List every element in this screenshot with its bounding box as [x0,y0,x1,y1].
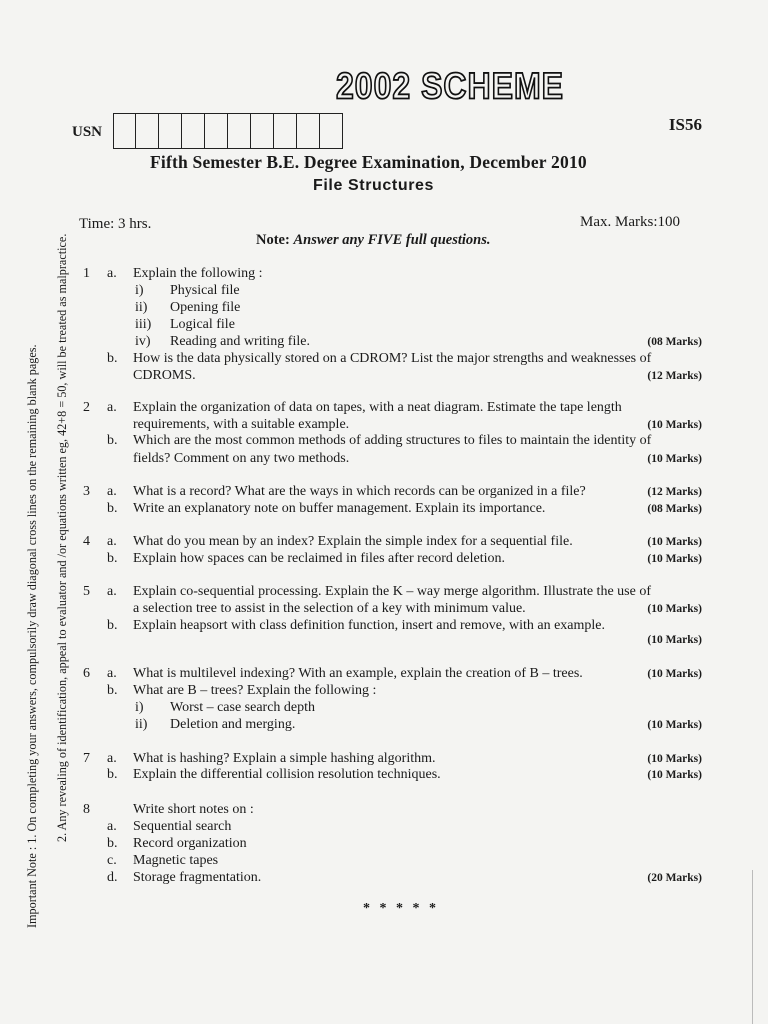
part-label: a. [107,266,117,281]
question-text: Sequential search [133,819,232,834]
usn-digit-box[interactable] [136,113,159,149]
question-line [0,351,768,368]
part-label: b. [107,351,118,366]
question-line [0,451,768,468]
usn-boxes [113,113,343,149]
marks-allotted: (10 Marks) [647,536,702,548]
question-number: 6 [83,666,90,681]
sub-item-text: Physical file [170,283,240,298]
question-text: Explain how spaces can be reclaimed in files after record deletion. [133,551,506,566]
question-line [0,767,768,784]
question-line [0,700,768,717]
usn-digit-box[interactable] [228,113,251,149]
exam-duration: Time: 3 hrs. [79,216,152,232]
question-line [0,433,768,450]
question-line [0,717,768,734]
question-line [0,417,768,434]
marks-allotted: (10 Marks) [647,753,702,765]
marks-allotted: (10 Marks) [647,719,702,731]
marks-allotted: (10 Marks) [647,634,702,646]
question-text: Explain heapsort with class definition function, insert and remove, with an example. [133,618,605,633]
question-line [0,584,768,601]
sub-item-label: iv) [135,334,151,349]
marks-allotted: (08 Marks) [647,336,702,348]
part-label: b. [107,551,118,566]
scan-edge-line [752,870,753,1024]
part-label: a. [107,534,117,549]
question-text: Record organization [133,836,247,851]
question-text: Explain the following : [133,266,263,281]
question-text: Write short notes on : [133,802,254,817]
usn-digit-box[interactable] [251,113,274,149]
marks-allotted: (08 Marks) [647,503,702,515]
part-label: d. [107,870,118,885]
usn-digit-box[interactable] [113,113,136,149]
question-text: What are B – trees? Explain the following : [133,683,377,698]
part-label: b. [107,836,118,851]
question-text: Magnetic tapes [133,853,219,868]
marks-allotted: (12 Marks) [647,486,702,498]
question-number: 5 [83,584,90,599]
max-marks: Max. Marks:100 [580,214,680,230]
question-text: What is hashing? Explain a simple hashing algorithm. [133,751,436,766]
question-line [0,266,768,283]
usn-digit-box[interactable] [320,113,343,149]
marks-allotted: (10 Marks) [647,769,702,781]
usn-digit-box[interactable] [297,113,320,149]
part-label: b. [107,767,118,782]
question-line [0,751,768,768]
question-line [0,484,768,501]
question-text: a selection tree to assist in the selection of a key with minimum value. [133,601,526,616]
marks-allotted: (20 Marks) [647,872,702,884]
question-number: 3 [83,484,90,499]
question-number: 1 [83,266,90,281]
sub-item-label: ii) [135,300,148,315]
part-label: a. [107,751,117,766]
question-line [0,853,768,870]
usn-digit-box[interactable] [274,113,297,149]
part-label: b. [107,683,118,698]
instructions-note [256,232,490,249]
question-number: 2 [83,400,90,415]
question-line [0,534,768,551]
note-text: Answer any FIVE full questions. [293,232,491,248]
exam-title: Fifth Semester B.E. Degree Examination, December 2010 [150,152,587,172]
sub-item-text: Logical file [170,317,235,332]
important-note-1: Important Note : 1. On completing your answers, compulsorily draw diagonal cross lines on the remaining blank pages. [25,344,39,928]
question-line [0,300,768,317]
question-text: What do you mean by an index? Explain the simple index for a sequential file. [133,534,573,549]
note-label: Note: [256,232,290,248]
question-line [0,632,768,649]
question-text: Explain the organization of data on tapes, with a neat diagram. Estimate the tape length [133,400,622,415]
end-marker: * * * * * [363,901,439,916]
question-text: requirements, with a suitable example. [133,417,350,432]
important-note-2: 2. Any revealing of identification, appeal to evaluator and /or equations written eg, 42+8 = 50, will be treated as malpractice. [55,233,69,842]
question-text: Storage fragmentation. [133,870,262,885]
usn-digit-box[interactable] [182,113,205,149]
question-line [0,368,768,385]
question-text: Explain co-sequential processing. Explain the K – way merge algorithm. Illustrate the use of [133,584,651,599]
question-line [0,501,768,518]
question-number: 7 [83,751,90,766]
part-label: b. [107,501,118,516]
usn-label: USN [72,124,103,140]
question-line [0,683,768,700]
question-line [0,317,768,334]
sub-item-text: Deletion and merging. [170,717,296,732]
question-line [0,334,768,351]
marks-allotted: (10 Marks) [647,603,702,615]
part-label: c. [107,853,117,868]
paper-code: IS56 [668,115,702,134]
marks-allotted: (10 Marks) [647,668,702,680]
usn-digit-box[interactable] [159,113,182,149]
sub-item-text: Opening file [170,300,241,315]
question-line [0,551,768,568]
question-text: What is a record? What are the ways in which records can be organized in a file? [133,484,586,499]
question-line [0,601,768,618]
marks-allotted: (12 Marks) [647,370,702,382]
marks-allotted: (10 Marks) [647,419,702,431]
sub-item-label: i) [135,700,144,715]
question-text: fields? Comment on any two methods. [133,451,350,466]
part-label: b. [107,618,118,633]
part-label: a. [107,484,117,499]
question-number: 4 [83,534,90,549]
subject-title: File Structures [313,177,435,194]
part-label: a. [107,400,117,415]
question-line [0,400,768,417]
question-line [0,836,768,853]
usn-digit-box[interactable] [205,113,228,149]
question-line [0,819,768,836]
question-line [0,870,768,887]
sub-item-label: iii) [135,317,152,332]
marks-allotted: (10 Marks) [647,553,702,565]
sub-item-text: Worst – case search depth [170,700,316,715]
question-line [0,666,768,683]
scheme-stamp: 2002 SCHEME [336,65,564,107]
sub-item-text: Reading and writing file. [170,334,310,349]
question-line [0,283,768,300]
part-label: b. [107,433,118,448]
question-text: CDROMS. [133,368,196,383]
question-text: Explain the differential collision resolution techniques. [133,767,441,782]
sub-item-label: i) [135,283,144,298]
marks-allotted: (10 Marks) [647,453,702,465]
part-label: a. [107,666,117,681]
question-number: 8 [83,802,90,817]
question-text: Which are the most common methods of adding structures to files to maintain the identity of [133,433,652,448]
sub-item-label: ii) [135,717,148,732]
part-label: a. [107,819,117,834]
part-label: a. [107,584,117,599]
question-text: Write an explanatory note on buffer management. Explain its importance. [133,501,546,516]
question-text: How is the data physically stored on a CDROM? List the major strengths and weaknesses of [133,351,652,366]
question-line [0,802,768,819]
question-text: What is multilevel indexing? With an example, explain the creation of B – trees. [133,666,583,681]
